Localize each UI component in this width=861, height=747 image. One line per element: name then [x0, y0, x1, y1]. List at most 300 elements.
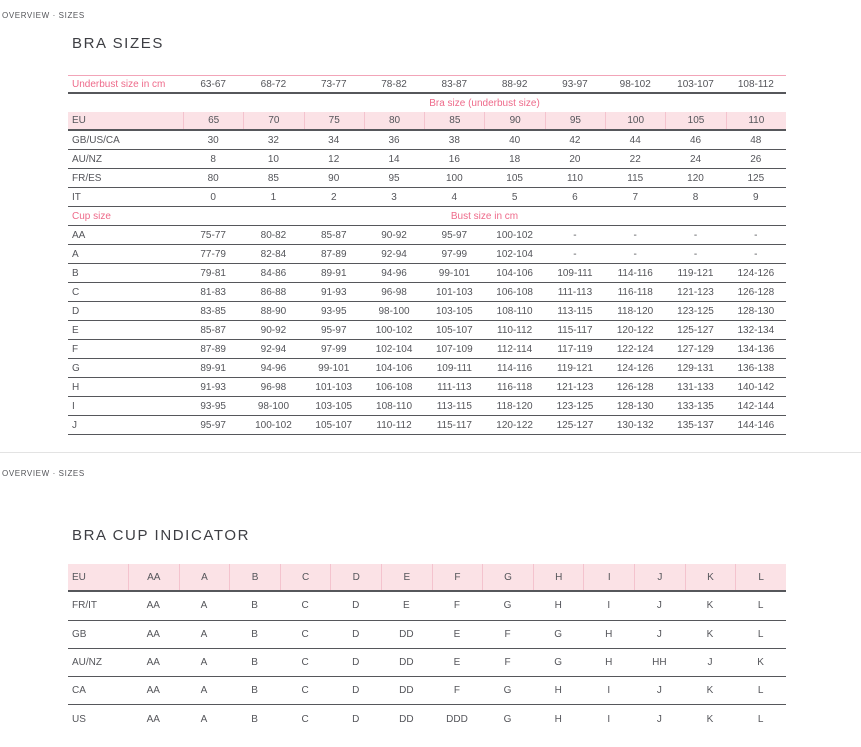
- underbust-header-label: Underbust size in cm: [72, 78, 166, 90]
- cell: DD: [399, 714, 414, 726]
- cell: C: [301, 657, 309, 669]
- cup-size-header-row: [68, 207, 786, 226]
- cell: DD: [399, 685, 414, 697]
- cell: 115-117: [557, 324, 593, 336]
- row-label: E: [72, 324, 79, 336]
- cell: H: [605, 657, 613, 669]
- cell: 98-100: [257, 400, 290, 412]
- row-label: US: [72, 714, 86, 726]
- table-row: [68, 150, 786, 169]
- cell: -: [693, 229, 698, 241]
- cell: -: [693, 248, 698, 260]
- cell: 94-96: [381, 267, 407, 279]
- cell: 63-67: [200, 78, 226, 90]
- cell: DD: [399, 657, 414, 669]
- cell: 1: [270, 191, 277, 203]
- cell: H: [554, 600, 562, 612]
- cell: B: [251, 600, 258, 612]
- row-label: I: [72, 400, 75, 412]
- cell: 106-108: [375, 381, 413, 393]
- cell: G: [554, 657, 563, 669]
- cell: 85: [424, 112, 484, 129]
- cell: 85: [267, 172, 279, 184]
- cell: K: [706, 600, 714, 612]
- cell: 48: [750, 134, 762, 146]
- table-row: [68, 131, 786, 150]
- cell: 90-92: [381, 229, 407, 241]
- cell: C: [301, 600, 309, 612]
- cell: 102-104: [496, 248, 533, 260]
- table-row: [68, 245, 786, 264]
- table-row: [68, 321, 786, 340]
- cell: I: [583, 564, 634, 590]
- cell: F: [504, 657, 511, 669]
- cell: 46: [689, 134, 702, 146]
- cell: 103-105: [315, 400, 353, 412]
- cell: 68-72: [260, 78, 287, 90]
- cell: 95: [388, 172, 400, 184]
- breadcrumb[interactable]: OVERVIEW · SIZES: [2, 11, 85, 20]
- cell: 88-92: [501, 78, 528, 90]
- cell: 110-112: [497, 324, 533, 336]
- cell: 125-127: [677, 324, 714, 336]
- cell: 133-135: [677, 400, 714, 412]
- cell: J: [656, 600, 662, 612]
- cell: 44: [629, 134, 641, 146]
- cell: 26: [750, 153, 762, 165]
- cell: 3: [391, 191, 397, 203]
- cell: 103-105: [435, 305, 473, 317]
- row-label: AU/NZ: [72, 153, 102, 165]
- cell: 87-89: [320, 248, 347, 260]
- breadcrumb[interactable]: OVERVIEW · SIZES: [2, 469, 85, 478]
- cell: 87-89: [200, 343, 226, 355]
- cell: 82-84: [260, 248, 287, 260]
- cell: B: [251, 685, 258, 697]
- cell: D: [352, 600, 360, 612]
- cell: 42: [569, 134, 581, 146]
- cell: 100: [445, 172, 463, 184]
- cell: J: [634, 564, 685, 590]
- band-size-rows: [68, 112, 786, 207]
- cell: 5: [511, 191, 518, 203]
- cell: 119-121: [556, 362, 593, 374]
- cell: 144-146: [737, 419, 775, 431]
- cell: 91-93: [320, 286, 347, 298]
- cell: DDD: [446, 714, 468, 726]
- cell: 102-104: [375, 343, 413, 355]
- cell: 129-131: [677, 362, 714, 374]
- cell: 123-125: [556, 400, 594, 412]
- cell: 114-116: [617, 267, 653, 279]
- cell: C: [301, 685, 309, 697]
- cell: D: [330, 564, 381, 590]
- cell: 123-125: [677, 305, 714, 317]
- cell: A: [200, 628, 208, 640]
- page-title-bra-cup-indicator: BRA CUP INDICATOR: [72, 527, 251, 544]
- cell: 105-107: [435, 324, 473, 336]
- cell: 106-108: [496, 286, 533, 298]
- cell: 95-97: [200, 419, 226, 431]
- cell: 93-95: [200, 400, 226, 412]
- cell: 101-103: [315, 381, 353, 393]
- cell: 111-113: [557, 286, 593, 298]
- cell: 84-86: [260, 267, 287, 279]
- cell: A: [200, 714, 208, 726]
- cell: AA: [146, 685, 160, 697]
- table-row: [68, 359, 786, 378]
- cell: E: [403, 600, 410, 612]
- cell: 10: [267, 153, 279, 165]
- cell: 93-95: [320, 305, 347, 317]
- cell: 110: [566, 172, 583, 184]
- table-row: [68, 283, 786, 302]
- cell: 34: [328, 134, 340, 146]
- cell: 115-117: [436, 419, 472, 431]
- cell: D: [352, 628, 360, 640]
- cell: E: [381, 564, 432, 590]
- row-label: FR/ES: [72, 172, 102, 184]
- cell: 99-101: [318, 362, 350, 374]
- row-label: A: [72, 248, 79, 260]
- cell: 128-130: [737, 305, 775, 317]
- cell: 122-124: [616, 343, 654, 355]
- cell: 14: [388, 153, 400, 165]
- cell: 85-87: [320, 229, 347, 241]
- cell: E: [453, 657, 461, 669]
- cell: H: [554, 685, 562, 697]
- cell: -: [633, 248, 637, 260]
- cell: I: [607, 600, 611, 612]
- cell: 83-85: [200, 305, 226, 317]
- cell: K: [706, 685, 714, 697]
- cell: J: [656, 685, 662, 697]
- cell: A: [200, 600, 208, 612]
- cell: 88-90: [260, 305, 287, 317]
- cell: 70: [243, 112, 303, 129]
- row-label: GB/US/CA: [72, 134, 120, 146]
- cell: L: [735, 564, 786, 590]
- cell: G: [554, 628, 563, 640]
- cell: 109-111: [557, 267, 593, 279]
- cell: -: [754, 248, 758, 260]
- cell: D: [352, 657, 360, 669]
- cell: 2: [330, 191, 337, 203]
- cell: 111-113: [437, 381, 472, 393]
- table-row: [68, 226, 786, 245]
- cell: A: [200, 685, 208, 697]
- cell: 100-102: [496, 229, 533, 241]
- cell: L: [757, 628, 764, 640]
- cell: C: [301, 628, 309, 640]
- cell: 81-83: [200, 286, 226, 298]
- cell: 91-93: [200, 381, 226, 393]
- row-label: EU: [72, 115, 86, 126]
- bra-cup-indicator-table: [68, 564, 786, 734]
- cell: G: [482, 564, 533, 590]
- cell: J: [707, 657, 713, 669]
- cell: K: [706, 714, 714, 726]
- cell: 80: [364, 112, 424, 129]
- cup-size-header-label: Cup size: [72, 210, 111, 222]
- row-label: CA: [72, 685, 86, 697]
- row-label: G: [72, 362, 80, 374]
- cell: 18: [509, 153, 521, 165]
- cell: 124-126: [737, 267, 775, 279]
- bra-sizes-section: [68, 35, 786, 435]
- row-label: H: [72, 381, 80, 393]
- cell: E: [453, 628, 461, 640]
- cell: 120-122: [616, 324, 654, 336]
- cell: 112-114: [497, 343, 533, 355]
- cell: 103-107: [677, 78, 714, 90]
- table-row: [68, 302, 786, 321]
- cell: G: [503, 600, 512, 612]
- cell: 75-77: [200, 229, 226, 241]
- cell: 120-122: [496, 419, 533, 431]
- cell: 92-94: [260, 343, 287, 355]
- table-row: [68, 378, 786, 397]
- table-row: [68, 112, 786, 131]
- cell: 126-128: [616, 381, 654, 393]
- cell: -: [754, 229, 758, 241]
- cell: 12: [328, 153, 340, 165]
- cell: 119-121: [677, 267, 714, 279]
- cell: 98-102: [619, 78, 651, 90]
- cell: F: [453, 685, 461, 697]
- cell: 98-100: [378, 305, 410, 317]
- cup-size-rows: [68, 226, 786, 435]
- table-row: [68, 677, 786, 705]
- cell: H: [533, 564, 584, 590]
- cell: 20: [569, 153, 581, 165]
- cell: AA: [146, 657, 160, 669]
- cell: 89-91: [200, 362, 226, 374]
- cell: 90-92: [260, 324, 287, 336]
- row-label: F: [72, 343, 79, 355]
- cell: D: [352, 685, 360, 697]
- cell: 142-144: [737, 400, 775, 412]
- cell: 78-82: [381, 78, 407, 90]
- row-label: EU: [72, 571, 86, 583]
- cell: D: [352, 714, 360, 726]
- cell: 83-87: [441, 78, 468, 90]
- cell: L: [757, 685, 764, 697]
- cell: 86-88: [260, 286, 287, 298]
- cell: 125: [747, 172, 765, 184]
- cell: 128-130: [616, 400, 654, 412]
- cell: L: [757, 600, 764, 612]
- cell: 132-134: [737, 324, 775, 336]
- cell: 38: [448, 134, 460, 146]
- cell: 80: [207, 172, 219, 184]
- cell: B: [251, 714, 258, 726]
- cell: 79-81: [200, 267, 226, 279]
- cell: 101-103: [435, 286, 473, 298]
- cell: 113-115: [436, 400, 472, 412]
- cell: 130-132: [616, 419, 654, 431]
- cell: AA: [146, 628, 160, 640]
- bra-size-subheader-row: [68, 94, 786, 112]
- cell: 114-116: [497, 362, 533, 374]
- bra-sizes-table: [68, 75, 786, 435]
- cell: 135-137: [677, 419, 714, 431]
- cell: 85-87: [200, 324, 226, 336]
- row-label: FR/IT: [72, 600, 97, 612]
- table-row: [68, 169, 786, 188]
- cell: 108-110: [376, 400, 413, 412]
- cell: H: [605, 628, 613, 640]
- row-label: AU/NZ: [72, 657, 102, 669]
- cell: 30: [207, 134, 219, 146]
- cell: 95-97: [441, 229, 468, 241]
- cell: 94-96: [260, 362, 287, 374]
- cell: K: [685, 564, 736, 590]
- cell: K: [757, 657, 764, 669]
- cell: 110-112: [376, 419, 412, 431]
- cell: I: [607, 685, 611, 697]
- cell: 116-118: [617, 286, 653, 298]
- table-row: [68, 705, 786, 733]
- cell: 7: [632, 191, 638, 203]
- table-row: [68, 649, 786, 677]
- cell: 108-112: [737, 78, 774, 90]
- cell: 104-106: [375, 362, 413, 374]
- cell: 9: [753, 191, 759, 203]
- cell: J: [656, 628, 662, 640]
- table-row: [68, 340, 786, 359]
- cell: 97-99: [441, 248, 468, 260]
- cell: 4: [451, 191, 458, 203]
- cell: 109-111: [436, 362, 472, 374]
- cell: -: [633, 229, 637, 241]
- cell: 120: [687, 172, 704, 184]
- row-label: GB: [72, 628, 87, 640]
- cell: K: [706, 628, 714, 640]
- cell: 115: [627, 172, 644, 184]
- cell: 75: [304, 112, 364, 129]
- cell: 97-99: [320, 343, 347, 355]
- cell: B: [251, 657, 258, 669]
- cell: 121-123: [677, 286, 714, 298]
- bra-size-subheader-label: Bra size (underbust size): [429, 97, 540, 109]
- cell: 95-97: [320, 324, 347, 336]
- cell: 124-126: [616, 362, 654, 374]
- row-label: C: [72, 286, 80, 298]
- cell: 134-136: [737, 343, 775, 355]
- table-row: [68, 188, 786, 207]
- row-label: B: [72, 267, 79, 279]
- cell: H: [554, 714, 562, 726]
- table-row: [68, 592, 786, 620]
- table-row: [68, 621, 786, 649]
- cell: 125-127: [556, 419, 594, 431]
- cell: 107-109: [435, 343, 473, 355]
- cell: 117-119: [557, 343, 593, 355]
- cell: 95: [545, 112, 605, 129]
- table-row: [68, 564, 786, 592]
- cell: 24: [689, 153, 702, 165]
- cell: 65: [183, 112, 243, 129]
- cell: A: [179, 564, 230, 590]
- cell: 100: [605, 112, 665, 129]
- cell: 89-91: [320, 267, 347, 279]
- cell: 16: [448, 153, 460, 165]
- cell: B: [229, 564, 280, 590]
- cell: 80-82: [260, 229, 287, 241]
- cell: 96-98: [381, 286, 407, 298]
- cell: 0: [210, 191, 216, 203]
- cell: 108-110: [496, 305, 533, 317]
- cell: 22: [629, 153, 641, 165]
- cell: 93-97: [562, 78, 588, 90]
- cell: C: [301, 714, 309, 726]
- cell: L: [757, 714, 764, 726]
- cell: 92-94: [381, 248, 407, 260]
- cell: G: [503, 714, 512, 726]
- cell: 127-129: [677, 343, 714, 355]
- cell: 116-118: [497, 381, 533, 393]
- cell: F: [504, 628, 511, 640]
- table-row: [68, 264, 786, 283]
- cell: 6: [572, 191, 578, 203]
- bust-size-subheader-label: Bust size in cm: [450, 210, 519, 222]
- cell: F: [453, 600, 461, 612]
- cell: 90: [328, 172, 340, 184]
- cell: A: [200, 657, 208, 669]
- cell: G: [503, 685, 512, 697]
- cell: DD: [399, 628, 414, 640]
- cell: 73-77: [320, 78, 347, 90]
- cell: 100-102: [255, 419, 292, 431]
- cell: 8: [692, 191, 699, 203]
- cell: AA: [128, 564, 179, 590]
- cell: I: [607, 714, 611, 726]
- cell: 110: [726, 112, 786, 129]
- cell: -: [573, 229, 577, 241]
- cell: F: [432, 564, 483, 590]
- cell: 118-120: [617, 305, 654, 317]
- cell: J: [656, 714, 662, 726]
- cell: 99-101: [438, 267, 470, 279]
- cell: AA: [146, 600, 160, 612]
- cell: AA: [146, 714, 160, 726]
- bra-cup-indicator-section: [68, 527, 786, 734]
- cell: 118-120: [496, 400, 533, 412]
- cell: 105: [506, 172, 523, 184]
- cell: 40: [509, 134, 521, 146]
- cell: 105-107: [315, 419, 353, 431]
- row-label: J: [72, 419, 77, 431]
- cell: 8: [210, 153, 216, 165]
- cell: 136-138: [737, 362, 775, 374]
- cell: 90: [484, 112, 544, 129]
- table-row: [68, 397, 786, 416]
- cell: 100-102: [375, 324, 413, 336]
- cell: -: [573, 248, 577, 260]
- cell: 36: [388, 134, 400, 146]
- page-title-bra-sizes: BRA SIZES: [72, 35, 164, 52]
- cell: 126-128: [737, 286, 775, 298]
- table-row: [68, 416, 786, 435]
- row-label: AA: [72, 229, 86, 241]
- cell: C: [280, 564, 331, 590]
- cell: 32: [267, 134, 279, 146]
- cell: 113-115: [557, 305, 593, 317]
- cell: 96-98: [260, 381, 287, 393]
- row-label: IT: [72, 191, 81, 203]
- cell: HH: [652, 657, 667, 669]
